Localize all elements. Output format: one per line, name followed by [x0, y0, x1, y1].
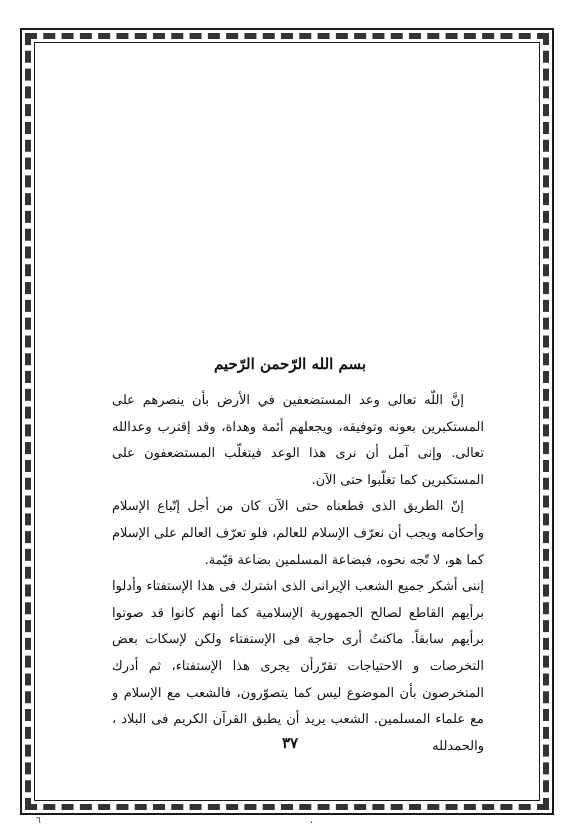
page-number: ٣٧ [281, 734, 299, 752]
paragraph-2: إنّ الطريق الذى قطعناه حتى الآن كان من أجل إتّباع الإسلام وأحكامه ويجب أن نعرّف الإسلام للعالم، فلو تعرّف العالم على الإسلام كما هو، لا تّجه نحوه، فبضاعة المسلمين بضاعة قيّمة. [112, 499, 484, 568]
margin-mark-left: ٦ [36, 816, 41, 826]
basmala-heading: بسم الله الرّحمن الرّحيم [213, 355, 367, 373]
paragraph-1: إنَّ اللّه تعالى وعد المستضعفين في الأرض بأن ينصرهم على المستكبرين بعونه وتوفيقه، ويجعلهم أئمة وهداة، وقد إقترب وعدالله تعالى. وإنى آمل أن نرى هذا الوعد فيتغلّب المستضعفون على المستكبرين كما تغلّبوا حتى الآن. [112, 393, 484, 488]
margin-mark-center: ، [310, 816, 313, 826]
paragraph-3: إننى أشكر جميع الشعب الإيرانى الذى اشترك فى هذا الإستفتاء وأدلوا برأيهم القاطع لصالح الجمهورية الإسلامية كما أنهم كانوا قد صوتوا برأيهم سابقاً. ماكنتُ أرى حاجة فى الإستفتاء ولكن لإسكات بعض التخرصات و الاحتياجات تقرّرأن يجرى هذا الإستفتاء، ثم أدرك المتخرصون بأن الموضوع ليس كما يتصوّرون، فالشعب مع الإسلام و مع علماء المسلمين. الشعب يريد أن يطبق القرآن الكريم فى البلاد ، والحمدلله [112, 579, 484, 754]
body-text [112, 388, 484, 760]
